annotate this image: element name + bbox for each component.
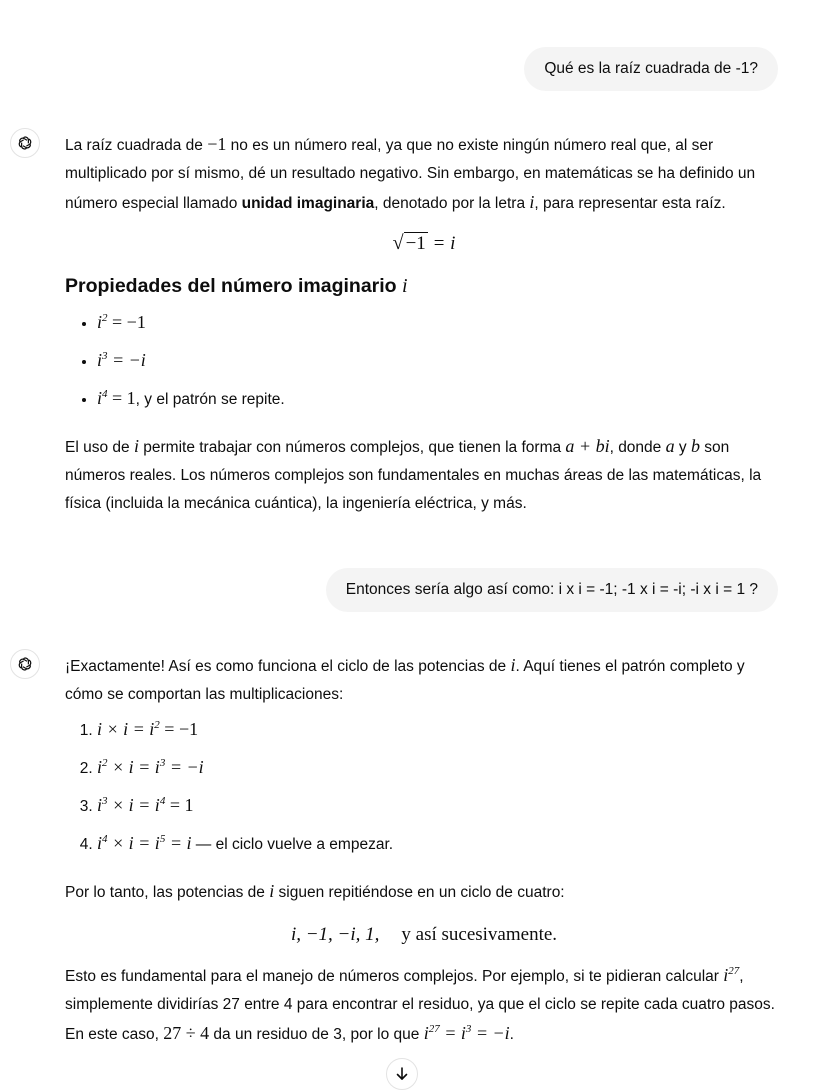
user-message-text: Entonces sería algo así como: i x i = -1; -1 x i = -i; -i x i = 1 ? (345, 581, 758, 598)
paragraph: El uso de i permite trabajar con números complejos, que tienen la forma a + bi, donde a y b son números reales. Los números complejos son fundamentales en muchas áreas de las matemáticas, la física (incluida la mecánica cuántica), la ingeniería eléctrica, y más. (65, 436, 762, 512)
paragraph: ¡Exactamente! Así es como funciona el ciclo de las potencias de i. Aquí tienes el patrón completo y cómo se comportan las multiplicaciones: (65, 655, 745, 703)
numbered-list (65, 711, 783, 863)
math: i (402, 275, 408, 297)
list-item: 4. $i^4 \times i = i^5 = i$ — el ciclo vuelve a empezar. (97, 825, 783, 863)
math: i (529, 192, 535, 212)
math: = i (427, 233, 456, 254)
bullet-list (65, 304, 783, 418)
bold-text: unidad imaginaria (241, 195, 375, 212)
paragraph: Por lo tanto, las potencias de i siguen repitiéndose en un ciclo de cuatro: (65, 881, 565, 901)
assistant-message (65, 651, 783, 1049)
text: , denotado por la letra (374, 195, 530, 212)
list-item: • $i^3 = -i$ (97, 342, 783, 380)
list-item: • $i^4 = 1$, y el patrón se repite. (97, 380, 783, 418)
list-item: 3. $i^3 \times i = i^4 = 1$ (97, 787, 783, 825)
text: no es un número real, ya que no existe ningún número real que, al ser multiplicado por sí mismo, dé un resultado negativo. Sin embargo, en matemáticas se ha definido un número especial llamado (65, 137, 756, 212)
openai-logo-icon (16, 134, 34, 152)
assistant-avatar (10, 128, 40, 158)
text: La raíz cuadrada de (65, 137, 208, 154)
list-item: 1. $i \times i = i^2 = -1$ (97, 711, 783, 749)
math: −1 (207, 134, 227, 154)
user-message-bubble (326, 568, 778, 612)
scroll-to-bottom-button[interactable] (386, 1058, 418, 1090)
user-message-text: Qué es la raíz cuadrada de -1? (544, 60, 758, 77)
equation: √ −1 = i (392, 232, 456, 254)
math: −1 (405, 233, 426, 254)
text: , para representar esta raíz. (534, 195, 726, 212)
paragraph (65, 130, 783, 218)
assistant-avatar (10, 649, 40, 679)
list-item: 2. $i^2 \times i = i^3 = -i$ (97, 749, 783, 787)
assistant-message (65, 130, 783, 518)
equation: i, −1, −i, 1, y así sucesivamente. (290, 924, 558, 945)
user-message-bubble (524, 47, 778, 91)
paragraph: Esto es fundamental para el manejo de números complejos. Por ejemplo, si te pidieran calcular $i^{27}$, simplemente dividirías 27 entre 4 para encontrar el residuo, ya que el ciclo se repite cada cuatro pasos. En este caso, 27 ÷ 4 da un residuo de 3, por lo que $i^{27} = i^3 = -i$. (65, 965, 775, 1043)
heading-text: Propiedades del número imaginario (65, 275, 402, 297)
section-heading (65, 272, 783, 300)
list-item: • $i^2 = -1$ (97, 304, 783, 342)
arrow-down-icon (394, 1066, 410, 1082)
openai-logo-icon (16, 655, 34, 673)
